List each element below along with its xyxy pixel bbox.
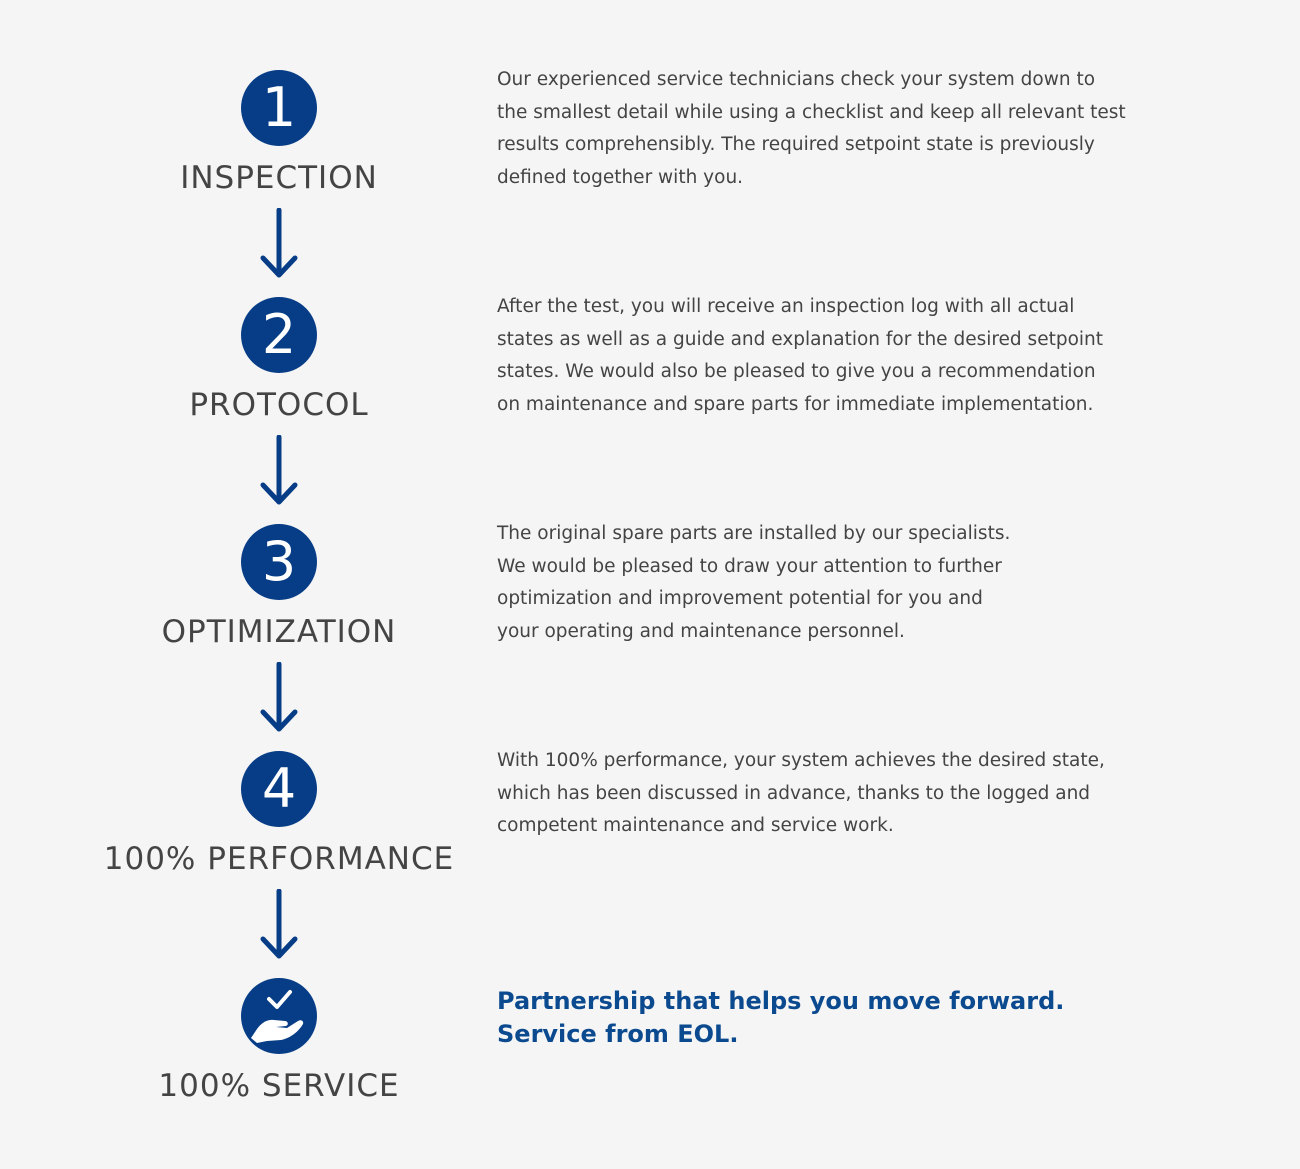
description-line: on maintenance and spare parts for immediate implementation. [497,393,1094,415]
description-line: your operating and maintenance personnel. [497,620,905,642]
hand-check-icon [241,978,317,1054]
step-performance [0,681,1300,908]
tagline-line: Service from EOL. [497,1020,739,1048]
step-label: 100% SERVICE [158,1068,400,1104]
step-number-badge: 2 [241,297,317,373]
step-optimization [0,454,1300,681]
step-inspection [0,0,1300,227]
description-line: The original spare parts are installed by our specialists. [497,523,1011,544]
description-line: We would be pleased to draw your attention to further [497,555,1002,577]
description-line: defined together with you. [497,166,744,188]
description-line: states. We would also be pleased to give you a recommendation [497,361,1096,382]
description-line: Our experienced service technicians check your system down to [497,69,1096,90]
service-badge [241,978,317,1054]
description-line: With 100% performance, your system achieves the desired state, [497,750,1105,771]
description-line: After the test, you will receive an inspection log with all actual [497,296,1075,317]
description-line: which has been discussed in advance, thanks to the logged and [497,782,1091,804]
step-protocol [0,227,1300,454]
step-label: INSPECTION [180,160,378,196]
step-label: PROTOCOL [189,387,369,423]
step-number-badge: 4 [241,751,317,827]
description-line: states as well as a guide and explanation for the desired setpoint [497,328,1104,350]
step-description [497,518,1177,648]
step-number-badge: 3 [241,524,317,600]
step-description [497,291,1177,421]
description-line: results comprehensibly. The required setpoint state is previously [497,134,1095,155]
step-description [497,64,1177,194]
description-line: optimization and improvement potential for you and [497,588,983,609]
step-label: OPTIMIZATION [161,614,397,650]
step-description [497,745,1177,843]
step-number-badge: 1 [241,70,317,146]
description-line: the smallest detail while using a checklist and keep all relevant test [497,101,1126,123]
tagline-line: Partnership that helps you move forward. [497,987,1065,1015]
step-label: 100% PERFORMANCE [103,841,455,877]
closing-tagline [497,985,1064,1051]
description-line: competent maintenance and service work. [497,815,894,836]
